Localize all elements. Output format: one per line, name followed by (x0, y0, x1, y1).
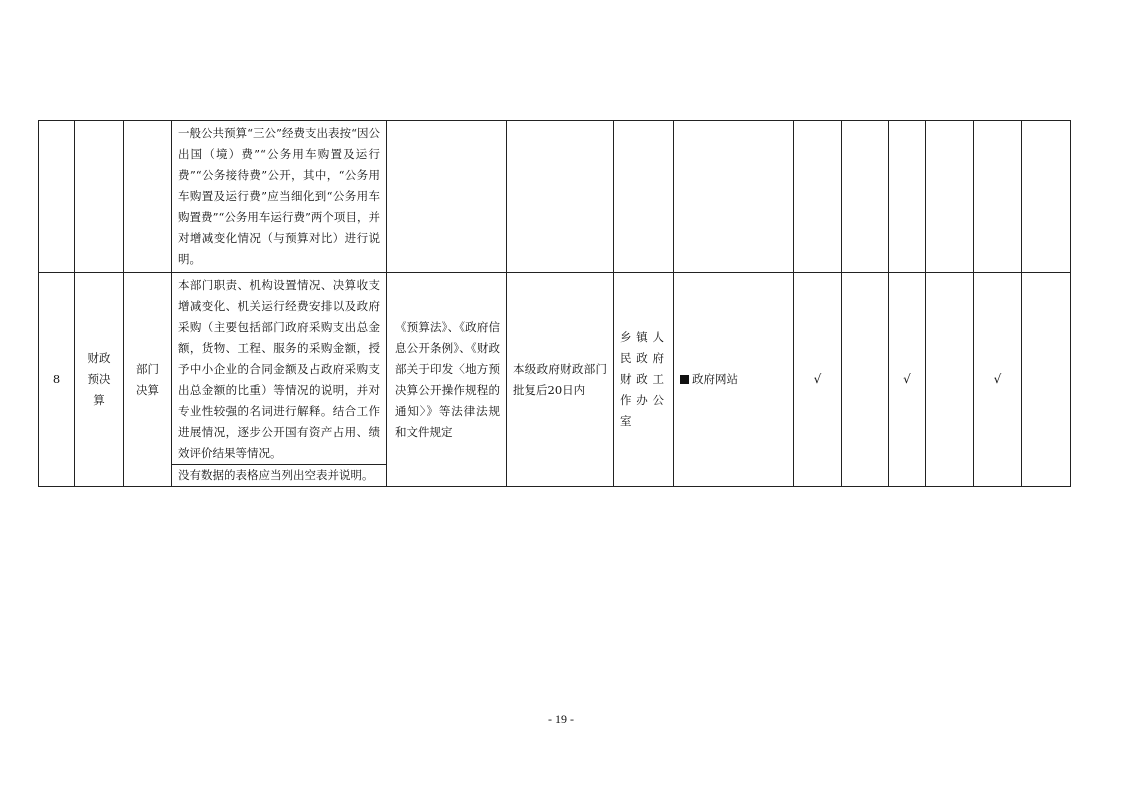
channel-label: 政府网站 (692, 372, 738, 386)
time-limit-cell: 本级政府财政部门批复后20日内 (507, 273, 614, 487)
check-cell (926, 121, 974, 273)
basis-cell: 《预算法》、《政府信息公开条例》、《财政部关于印发〈地方预决算公开操作规程的通知〉》等法律法规和文件规定 (387, 273, 507, 487)
check-cell: √ (889, 273, 926, 487)
check-cell (974, 121, 1022, 273)
subject-cell: 乡镇人民政府财政工作办公室 (614, 273, 674, 487)
check-cell (926, 273, 974, 487)
check-cell (889, 121, 926, 273)
category-cell (75, 273, 124, 487)
basis-cell (387, 121, 507, 273)
content-cell: 一般公共预算“三公”经费支出表按“因公出国（境）费”“公务用车购置及运行费”“公务接待费”公开，其中，“公务用车购置及运行费”应当细化到“公务用车购置费”“公务用车运行费”两个项目，并对增减变化情况（与预算对比）进行说明。 (172, 121, 387, 273)
check-cell (1022, 121, 1071, 273)
page-number: - 19 - (548, 712, 574, 726)
channel-cell (674, 273, 794, 487)
table-row (39, 273, 1071, 487)
content-text: 本部门职责、机构设置情况、决算收支增减变化、机关运行经费安排以及政府采购（主要包括部门政府采购支出总金额，货物、工程、服务的采购金额，授予中小企业的合同金额及占政府采购支出总金额的比重）等情况的说明，并对专业性较强的名词进行解释。结合工作进展情况，逐步公开国有资产占用、绩效评价结果等情况。 (178, 278, 380, 460)
subject-cell (614, 121, 674, 273)
content-note: 没有数据的表格应当列出空表并说明。 (172, 464, 386, 486)
item-cell (124, 273, 172, 487)
check-cell (842, 121, 889, 273)
category-label: 财政预决算 (87, 351, 111, 407)
disclosure-table (38, 120, 1071, 487)
check-cell: √ (974, 273, 1022, 487)
table-row (39, 121, 1071, 273)
row-number (39, 121, 75, 273)
item-label: 部门决算 (136, 361, 159, 397)
category-cell (75, 121, 124, 273)
check-cell: √ (794, 273, 842, 487)
row-number: 8 (39, 273, 75, 487)
check-cell (842, 273, 889, 487)
check-cell (794, 121, 842, 273)
channel-cell (674, 121, 794, 273)
time-limit-cell (507, 121, 614, 273)
check-cell (1022, 273, 1071, 487)
content-cell (172, 273, 387, 487)
checkbox-square-icon (680, 375, 689, 384)
item-cell (124, 121, 172, 273)
